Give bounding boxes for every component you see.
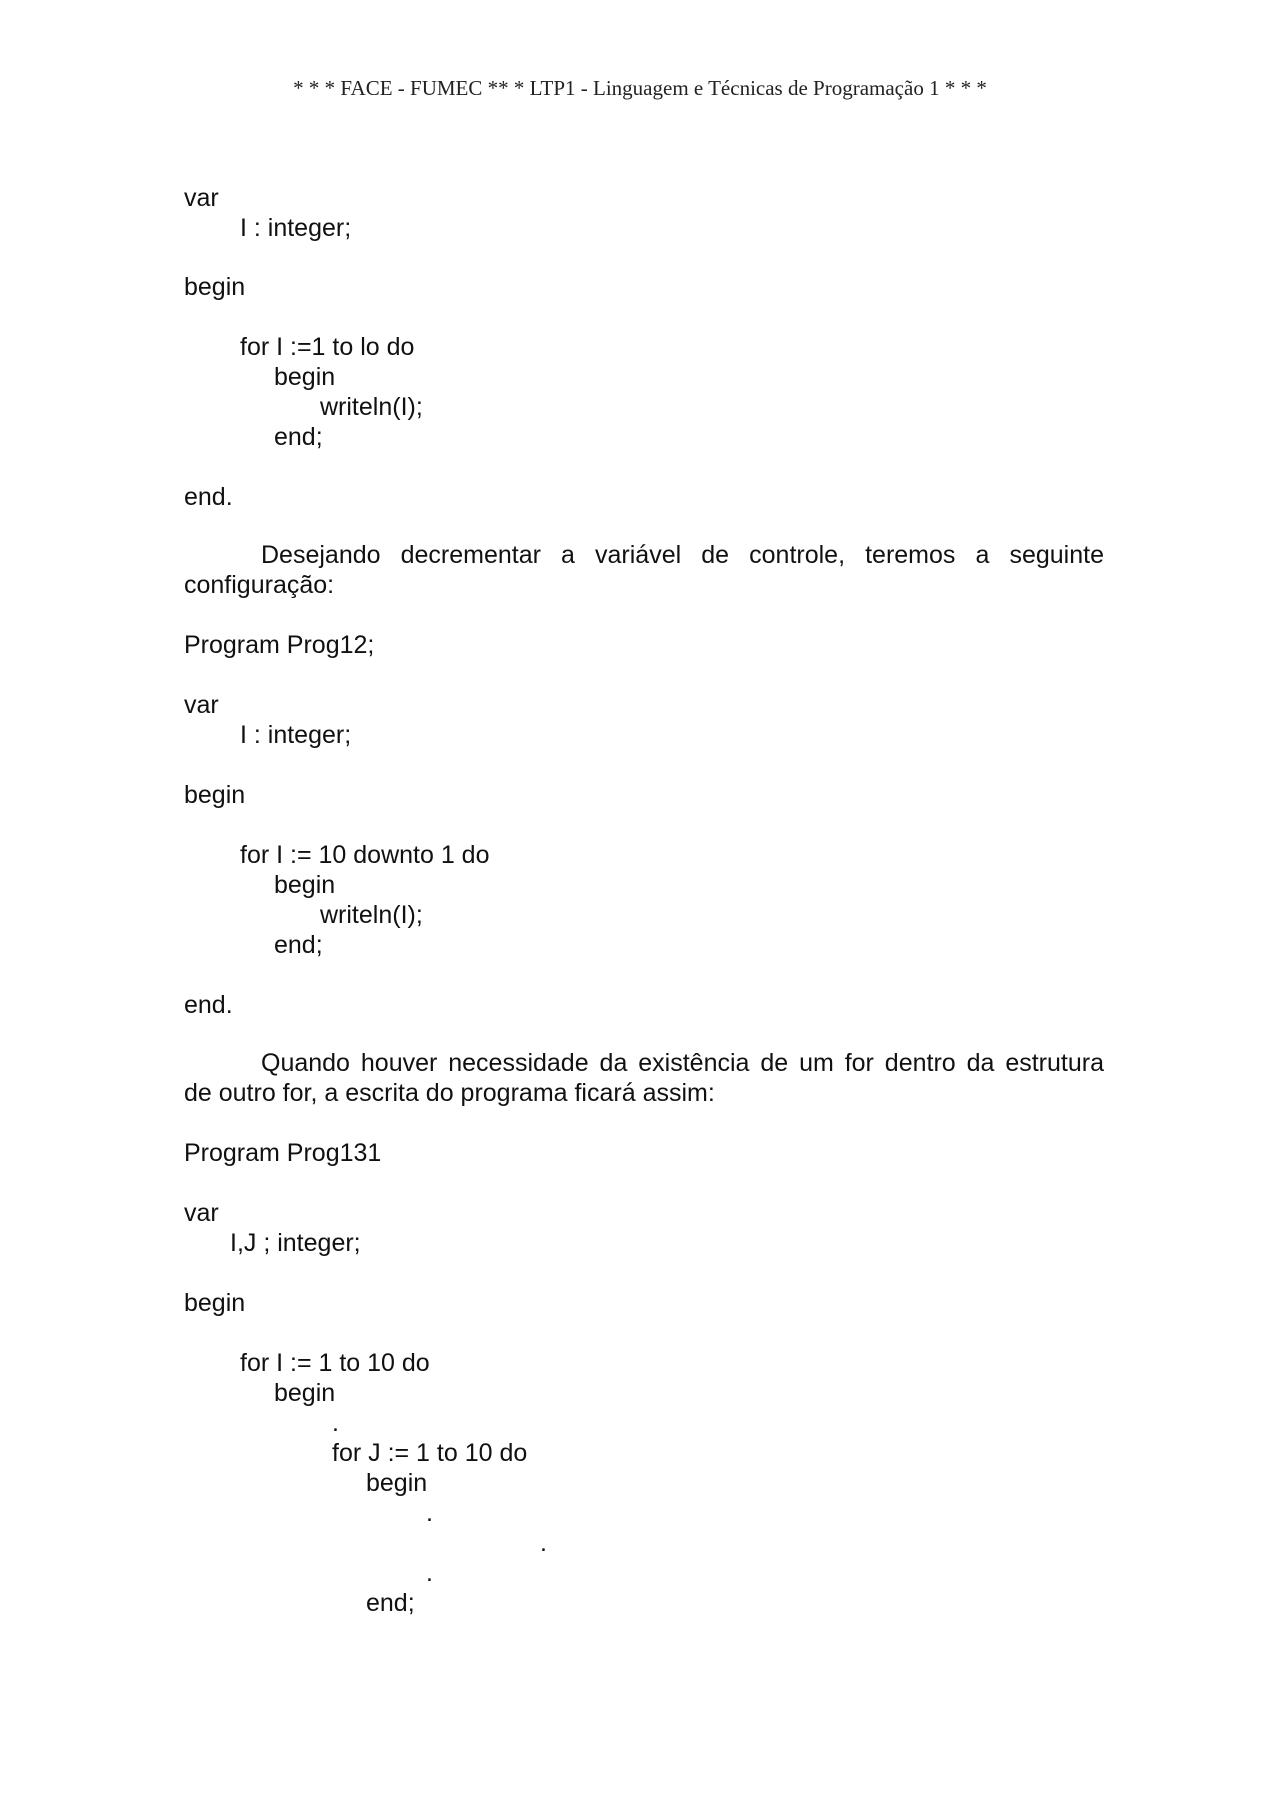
code-for-loop: for I :=1 to lo do [240,333,415,361]
code-ellipsis-dot: . [426,1499,433,1527]
code-outer-for-loop: for I := 1 to 10 do [240,1349,430,1377]
code-writeln: writeln(I); [320,393,423,421]
paragraph-line: de outro for, a escrita do programa ficará assim: [184,1079,715,1107]
code-var-declaration: I,J ; integer; [230,1229,361,1257]
code-var-keyword: var [184,184,219,212]
paragraph-line: configuração: [184,571,335,599]
code-var-declaration: I : integer; [240,214,352,242]
code-begin: begin [184,781,246,809]
paragraph-decrement [184,540,1104,600]
code-inner-end: end; [366,1589,415,1617]
code-inner-end: end; [274,423,323,451]
code-inner-begin: begin [274,871,336,899]
code-inner-begin: begin [274,363,336,391]
code-var-keyword: var [184,1199,219,1227]
code-ellipsis-dot: . [426,1559,433,1587]
code-program-name: Program Prog12; [184,631,375,659]
code-writeln: writeln(I); [320,901,423,929]
code-begin: begin [184,273,246,301]
code-inner-end: end; [274,931,323,959]
page-header: * * * FACE - FUMEC ** * LTP1 - Linguagem e Técnicas de Programação 1 * * * [293,76,987,100]
paragraph-nested-for [184,1048,1104,1108]
code-inner-for-loop: for J := 1 to 10 do [332,1439,528,1467]
code-end: end. [184,483,233,511]
code-var-declaration: I : integer; [240,721,352,749]
code-ellipsis-dot: . [540,1529,547,1557]
code-end: end. [184,991,233,1019]
paragraph-line: Desejando decrementar a variável de controle, teremos a seguinte [261,541,1104,569]
code-outer-begin: begin [274,1379,336,1407]
code-var-keyword: var [184,691,219,719]
code-for-loop: for I := 10 downto 1 do [240,841,490,869]
paragraph-line: Quando houver necessidade da existência de um for dentro da estrutura [261,1049,1104,1077]
code-ellipsis-dot: . [332,1409,339,1437]
code-program-name: Program Prog131 [184,1139,382,1167]
code-begin: begin [184,1289,246,1317]
code-inner-begin: begin [366,1469,428,1497]
